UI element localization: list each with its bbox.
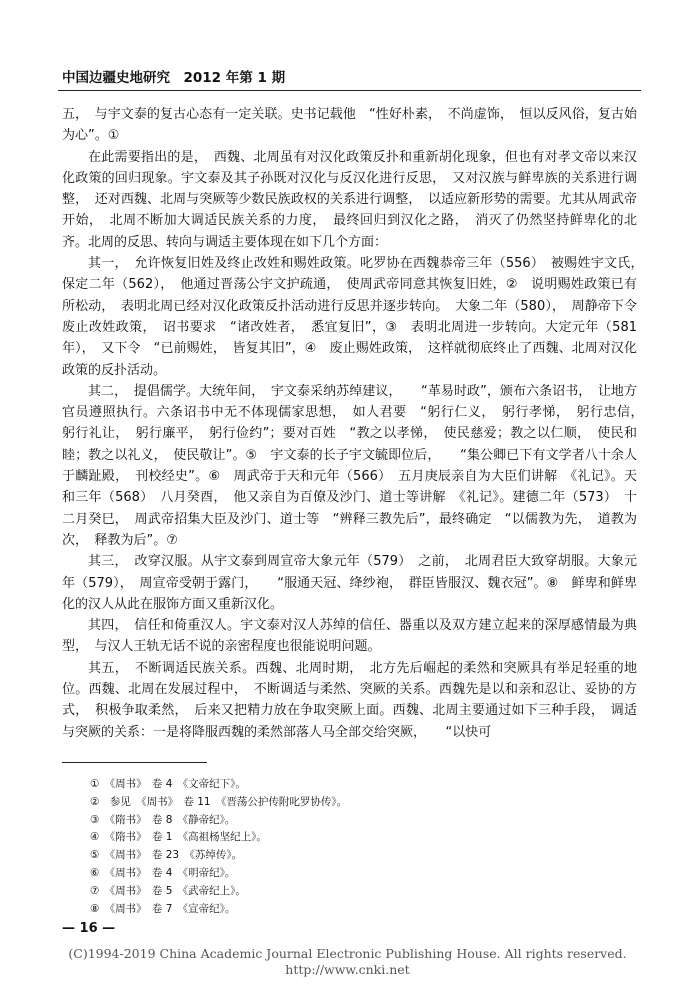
footnote-item: ① 《周书》 卷 4 《文帝纪下》。 bbox=[90, 778, 246, 790]
copyright-notice: (C)1994-2019 China Academic Journal Electronic Publishing House. All rights reserved. http://www.cnki.net bbox=[68, 946, 652, 977]
paragraph-2: 在此需要指出的是， 西魏、北周虽有对汉化政策反扑和重新胡化现象，但也有对孝文帝以来汉化政策的回归现象。宇文泰及其子孙既对汉化与反汉化进行反思， 又对汉族与鲜卑族的关系进行调整， 还对西魏、北周与突厥等少数民族政权的关系进行调整， 以适应新形势的需要。尤其从周武帝开始， 北周不断加大调适民族关系的力度， 最终回归到汉化之路， 消灭了仍然坚持鲜卑化的北齐。北周的反思、转向与调适主要体现在如下几个方面： bbox=[62, 149, 637, 250]
footnote-item: ② 参见 《周书》 卷 11 《晋荡公护传附叱罗协传》。 bbox=[90, 795, 348, 808]
footnote-item: ③ 《隋书》 卷 8 《静帝纪》。 bbox=[90, 813, 236, 826]
paragraph-7: 其五， 不断调适民族关系。西魏、北周时期， 北方先后崛起的柔然和突厥具有举足轻重的地位。西魏、北周在发展过程中， 不断调适与柔然、突厥的关系。西魏先是以和亲和忍让、妥协的方式， 积极争取柔然， 后来又把精力放在争取突厥上面。西魏、北周主要通过如下三种手段， 调适与突厥的关系：一是将降服西魏的柔然部落人马全部交给突厥， “以快可 bbox=[62, 660, 637, 740]
footnote-item: ⑥ 《周书》 卷 4 《明帝纪》。 bbox=[90, 866, 236, 879]
journal-header: 中国边疆史地研究 2012 年第 1 期 bbox=[62, 70, 286, 86]
footnote-divider bbox=[62, 762, 207, 763]
paragraph-5: 其三， 改穿汉服。从宇文泰到周宣帝大象元年（579） 之前， 北周君臣大致穿胡服。大象元年（579）， 周宣帝受朝于露门， “服通天冠、绛纱袍， 群臣皆服汉、魏衣冠”。⑧ 鲜卑和鲜卑化的汉人从此在服饰方面又重新汉化。 bbox=[62, 554, 637, 612]
footnote-item: ⑤ 《周书》 卷 23 《苏绰传》。 bbox=[90, 849, 243, 862]
paragraph-4: 其二， 提倡儒学。大统年间， 宇文泰采纳苏绰建议， “革易时政”，颁布六条诏书， 让地方官员遵照执行。六条诏书中无不体现儒家思想， 如人君要 “躬行仁义， 躬行孝悌， 躬行忠信， 躬行礼让， 躬行廉平， 躬行俭约”；要对百姓 “教之以孝悌， 使民慈爱；教之以仁顺， 使民和睦；教之以礼义， 使民敬让”。⑤ 宇文泰的长子宇文毓即位后， “集公卿已下有文学者八十余人于麟趾殿， 刊校经史”。⑥ 周武帝于天和元年（566） 五月庚辰亲自为大臣们讲解 《礼记》。天和三年（568） 八月癸酉， 他又亲自为百僚及沙门、道士等讲解 《礼记》。建德二年（573） 十二月癸巳， 周武帝招集大臣及沙门、道士等 “辨释三教先后”，最终确定 “以儒教为先， 道教为次， 释教为后”。⑦ bbox=[62, 383, 651, 548]
paragraph-1: 五， 与宇文泰的复古心态有一定关联。史书记载他 “性好朴素， 不尚虚饰， 恒以反风俗，复古始为心”。① bbox=[62, 107, 637, 144]
paragraph-6: 其四， 信任和倚重汉人。宇文泰对汉人苏绰的信任、器重以及双方建立起来的深厚感情最为典型， 与汉人王轨无话不说的亲密程度也很能说明问题。 bbox=[62, 618, 637, 655]
article-body bbox=[62, 104, 651, 743]
page-number: — 16 — bbox=[62, 921, 116, 936]
footnote-item: ⑦ 《周书》 卷 5 《武帝纪上》。 bbox=[90, 884, 246, 897]
paragraph-3: 其一， 允许恢复旧姓及终止改姓和赐姓政策。叱罗协在西魏恭帝三年（556） 被赐姓宇文氏， 保定二年（562）， 他通过晋荡公宇文护疏通， 使周武帝同意其恢复旧姓，② 说明赐姓政策已有所松动， 表明北周已经对汉化政策反扑活动进行反思并逐步转向。 大象二年（580）， 周静帝下令废止改姓政策， 诏书要求 “诸改姓者， 悉宜复旧”，③ 表明北周进一步转向。大定元年（581年）， 又下令 “已前赐姓， 皆复其旧”，④ 废止赐姓政策， 这样就彻底终止了西魏、北周对汉化政策的反扑活动。 bbox=[62, 256, 651, 378]
header-divider bbox=[58, 90, 641, 91]
footnote-list bbox=[90, 776, 347, 918]
footnote-item: ⑧ 《周书》 卷 7 《宣帝纪》。 bbox=[90, 902, 236, 915]
footnote-item: ④ 《隋书》 卷 1 《高祖杨坚纪上》。 bbox=[90, 831, 267, 844]
